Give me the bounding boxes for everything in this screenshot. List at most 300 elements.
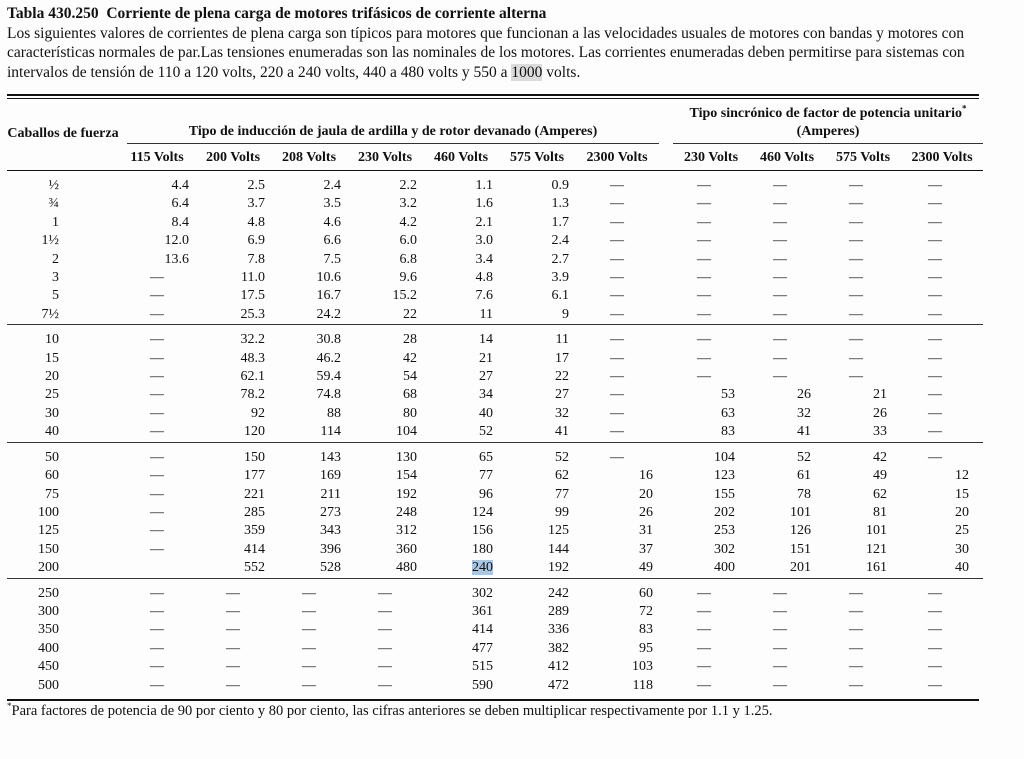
current-cell: 302: [472, 585, 493, 601]
current-cell: —: [773, 332, 787, 348]
sync-col-header: 460 Volts: [749, 146, 825, 171]
current-cell: —: [150, 405, 164, 421]
current-cell: —: [849, 233, 863, 249]
current-cell: —: [773, 270, 787, 286]
current-cell: —: [150, 585, 164, 601]
hp-cell: 1: [52, 214, 59, 230]
hp-cell: 40: [7, 423, 119, 442]
current-cell: 336: [548, 622, 569, 638]
current-cell: 3.0: [475, 233, 493, 249]
current-cell: 289: [548, 603, 569, 619]
table-row: [7, 677, 983, 695]
current-cell: 31: [639, 523, 653, 539]
current-cell: —: [849, 251, 863, 267]
induction-col-header: 460 Volts: [423, 146, 499, 171]
current-cell: 192: [396, 486, 417, 502]
current-cell: 20: [639, 486, 653, 502]
current-cell: —: [226, 659, 240, 675]
table-row: [7, 640, 983, 658]
current-cell: 414: [472, 622, 493, 638]
highlighted-selection[interactable]: 1000: [511, 63, 543, 81]
intro-paragraph: [7, 24, 979, 83]
current-cell: 74.8: [316, 387, 341, 403]
current-cell: 83: [639, 622, 653, 638]
table-row: [7, 467, 983, 485]
current-cell: 42: [873, 449, 887, 465]
current-cell: —: [150, 603, 164, 619]
current-cell: —: [150, 449, 164, 465]
current-cell: —: [610, 196, 624, 212]
current-cell: 21: [873, 387, 887, 403]
current-cell: 180: [472, 541, 493, 557]
current-cell: [119, 559, 195, 578]
table-row: [7, 177, 983, 195]
current-cell: 26: [873, 405, 887, 421]
current-cell: —: [119, 423, 195, 442]
current-cell: 95: [639, 640, 653, 656]
current-cell: —: [610, 405, 624, 421]
current-cell: 41: [499, 423, 575, 442]
table-row: [7, 195, 983, 213]
current-cell: —: [575, 423, 659, 442]
current-cell: —: [697, 603, 711, 619]
current-cell: —: [302, 622, 316, 638]
current-cell: —: [697, 270, 711, 286]
current-cell: 253: [714, 523, 735, 539]
current-cell: —: [928, 405, 943, 421]
hp-cell: 30: [45, 405, 59, 421]
current-cell: —: [150, 332, 164, 348]
current-cell: 12.0: [164, 233, 189, 249]
current-cell: 46.2: [316, 350, 341, 366]
current-cell: —: [226, 640, 240, 656]
current-cell: —: [928, 214, 943, 230]
current-cell: —: [928, 233, 943, 249]
current-cell: 72: [639, 603, 653, 619]
current-cell: 61: [797, 468, 811, 484]
current-cell: 273: [320, 504, 341, 520]
current-cell: 125: [548, 523, 569, 539]
current-cell: —: [575, 306, 659, 325]
current-cell: —: [150, 659, 164, 675]
current-cell: 34: [479, 387, 493, 403]
current-cell: —: [378, 585, 392, 601]
current-cell: 30.8: [316, 332, 341, 348]
table-row: [7, 287, 983, 305]
current-cell: 2.4: [323, 178, 341, 193]
hp-cell: 125: [38, 523, 59, 539]
current-cell: —: [773, 640, 787, 656]
current-cell: 62: [873, 486, 887, 502]
current-cell: 124: [472, 504, 493, 520]
current-cell: 3.4: [475, 251, 493, 267]
current-cell: 1.6: [475, 196, 493, 212]
current-cell: —: [378, 677, 392, 693]
hp-cell: 1½: [41, 233, 59, 249]
current-cell: 77: [479, 468, 493, 484]
current-cell: 11: [555, 332, 569, 348]
table-row: [7, 522, 983, 540]
current-cell: 242: [548, 585, 569, 601]
current-cell: —: [773, 214, 787, 230]
table-row: [7, 350, 983, 368]
current-cell: 14: [479, 332, 493, 348]
current-cell: 515: [472, 659, 493, 675]
current-cell: —: [928, 585, 943, 601]
current-cell: —: [610, 387, 624, 403]
current-cell: 2.7: [551, 251, 569, 267]
current-cell: 6.8: [399, 251, 417, 267]
current-cell: 96: [479, 486, 493, 502]
current-cell: —: [697, 677, 711, 693]
highlighted-cell[interactable]: 240: [472, 560, 493, 576]
current-cell: 41: [749, 423, 825, 442]
induction-group-label: Tipo de inducción de jaula de ardilla y de rotor devanado (Amperes): [127, 109, 659, 144]
current-cell: 17: [555, 350, 569, 366]
current-cell: —: [849, 332, 863, 348]
current-cell: 88: [327, 405, 341, 421]
current-cell: —: [119, 306, 195, 325]
top-rule-thick: [7, 94, 979, 96]
hp-cell: 400: [38, 640, 59, 656]
current-cell: 6.6: [323, 233, 341, 249]
current-cell: —: [150, 622, 164, 638]
hp-cell: 7½: [7, 306, 119, 325]
hp-cell: 15: [45, 350, 59, 366]
current-cell: —: [378, 622, 392, 638]
current-cell: 4.8: [475, 270, 493, 286]
current-cell: 101: [866, 523, 887, 539]
current-cell: —: [849, 640, 863, 656]
sync-col-header: 575 Volts: [825, 146, 901, 171]
current-cell: 68: [403, 387, 417, 403]
current-cell: 32.2: [240, 332, 265, 348]
current-cell: 248: [396, 504, 417, 520]
table-row: [7, 541, 983, 559]
current-cell: —: [773, 196, 787, 212]
footnote-mark-symbol: *: [7, 701, 12, 712]
current-cell: —: [849, 350, 863, 366]
current-cell: 22: [347, 306, 423, 325]
current-cell: 80: [403, 405, 417, 421]
current-cell: 528: [271, 559, 347, 578]
current-cell: —: [928, 251, 943, 267]
current-cell: 150: [244, 449, 265, 465]
current-cell: —: [226, 585, 240, 601]
current-cell: 155: [714, 486, 735, 502]
table-row: [7, 405, 983, 423]
current-cell: —: [610, 270, 624, 286]
current-cell: —: [825, 306, 901, 325]
current-cell: 121: [866, 541, 887, 557]
current-cell: —: [610, 214, 624, 230]
table-row: [7, 232, 983, 250]
current-cell: 6.1: [551, 288, 569, 304]
induction-col-header: 230 Volts: [347, 146, 423, 171]
current-cell: —: [150, 468, 164, 484]
current-cell: 104: [347, 423, 423, 442]
current-cell: —: [773, 603, 787, 619]
current-cell: —: [749, 306, 825, 325]
current-cell: —: [302, 677, 316, 693]
current-cell: 3.5: [323, 196, 341, 212]
hp-cell: 25: [45, 387, 59, 403]
current-cell: 33: [825, 423, 901, 442]
current-cell: 60: [639, 585, 653, 601]
current-cell: 400: [673, 559, 749, 578]
current-cell: —: [673, 306, 749, 325]
current-cell: —: [697, 332, 711, 348]
current-cell: —: [697, 622, 711, 638]
current-cell: 11.0: [241, 270, 265, 286]
current-cell: —: [150, 369, 164, 385]
current-cell: —: [773, 677, 787, 693]
hp-header: Caballos de fuerza: [7, 126, 119, 141]
induction-group-header: [119, 99, 659, 146]
current-cell: 21: [479, 350, 493, 366]
table-row: [7, 486, 983, 504]
current-cell: —: [928, 677, 943, 693]
current-cell: —: [773, 288, 787, 304]
table-row: [7, 251, 983, 269]
current-cell: 92: [251, 405, 265, 421]
current-cell: 3.9: [551, 270, 569, 286]
current-cell: 30: [955, 541, 970, 557]
current-cell: 192: [499, 559, 575, 578]
footnote-mark: *: [962, 103, 967, 114]
current-cell: —: [697, 251, 711, 267]
current-cell: —: [697, 640, 711, 656]
current-cell: 6.9: [247, 233, 265, 249]
current-cell: 54: [403, 369, 417, 385]
current-cell: 65: [479, 449, 493, 465]
current-cell: 62: [555, 468, 569, 484]
current-cell: 302: [714, 541, 735, 557]
current-cell: 552: [195, 559, 271, 578]
current-cell: 285: [244, 504, 265, 520]
current-cell: 151: [790, 541, 811, 557]
current-cell: —: [150, 486, 164, 502]
current-cell: —: [773, 659, 787, 675]
current-cell: 52: [555, 449, 569, 465]
current-cell: —: [849, 677, 863, 693]
current-cell: —: [302, 640, 316, 656]
current-cell: 3.7: [247, 196, 265, 212]
hp-cell: 100: [38, 504, 59, 520]
intro-text: Los siguientes valores de corrientes de plena carga son típicos para motores que funcionan a las velocidades usuales de motores con bandas y motores con características normales de par.Las tensiones enumeradas son las nominales de los motores. Las corrientes enumeradas deben permitirse para sistemas con intervalos de tensión de 110 a 120 volts, 220 a 240 volts, 440 a 480 volts y 550 a: [7, 24, 965, 81]
current-cell: 2.5: [247, 178, 265, 193]
current-cell: 6.0: [399, 233, 417, 249]
current-cell: 477: [472, 640, 493, 656]
current-cell: —: [150, 387, 164, 403]
current-cell: —: [697, 659, 711, 675]
current-cell: —: [773, 369, 787, 385]
current-cell: —: [610, 233, 624, 249]
table-number: Tabla 430.250: [7, 5, 99, 22]
current-cell: 16.7: [316, 288, 341, 304]
current-cell: 7.5: [323, 251, 341, 267]
current-cell: —: [697, 214, 711, 230]
current-cell: —: [773, 622, 787, 638]
induction-col-header: 575 Volts: [499, 146, 575, 171]
current-cell: —: [773, 178, 787, 193]
current-cell: —: [928, 622, 943, 638]
current-cell: 12: [955, 468, 970, 484]
current-cell: —: [150, 541, 164, 557]
table-row: [7, 423, 983, 442]
current-cell: 201: [749, 559, 825, 578]
current-cell: —: [378, 659, 392, 675]
current-cell: 343: [320, 523, 341, 539]
current-cell: 27: [479, 369, 493, 385]
hp-cell: 60: [45, 468, 59, 484]
current-cell: 6.4: [171, 196, 189, 212]
current-cell: 37: [639, 541, 653, 557]
current-cell: 101: [790, 504, 811, 520]
hp-cell: 450: [38, 659, 59, 675]
current-cell: —: [150, 677, 164, 693]
current-cell: —: [150, 523, 164, 539]
current-cell: 62.1: [240, 369, 265, 385]
current-cell: [423, 559, 499, 578]
hp-cell: 250: [38, 585, 59, 601]
current-cell: 103: [632, 659, 653, 675]
current-cell: —: [928, 387, 943, 403]
current-cell: 359: [244, 523, 265, 539]
current-cell: 16: [639, 468, 653, 484]
current-cell: —: [901, 423, 983, 442]
current-cell: —: [849, 585, 863, 601]
current-cell: 3.2: [399, 196, 417, 212]
table-row: [7, 449, 983, 467]
current-cell: —: [226, 603, 240, 619]
current-cell: —: [928, 640, 943, 656]
current-cell: 49: [873, 468, 887, 484]
current-cell: 0.9: [551, 178, 569, 193]
hp-cell: 50: [45, 449, 59, 465]
current-cell: 221: [244, 486, 265, 502]
current-cell: 42: [403, 350, 417, 366]
current-cell: 480: [347, 559, 423, 578]
current-cell: —: [928, 369, 943, 385]
table-row: [7, 621, 983, 639]
current-cell: —: [928, 196, 943, 212]
hp-cell: 200: [7, 559, 119, 578]
current-cell: 17.5: [240, 288, 265, 304]
current-cell: —: [773, 350, 787, 366]
current-cell: 78: [797, 486, 811, 502]
current-cell: 99: [555, 504, 569, 520]
current-cell: 2.2: [399, 178, 417, 193]
table-row: [7, 559, 983, 578]
current-cell: —: [378, 640, 392, 656]
current-cell: 396: [320, 541, 341, 557]
current-cell: 130: [396, 449, 417, 465]
current-cell: —: [697, 369, 711, 385]
current-cell: 144: [548, 541, 569, 557]
current-cell: 9: [499, 306, 575, 325]
current-cell: —: [901, 306, 983, 325]
current-cell: 26: [797, 387, 811, 403]
current-cell: 382: [548, 640, 569, 656]
current-cell: 13.6: [164, 251, 189, 267]
current-cell: —: [610, 369, 624, 385]
current-cell: 360: [396, 541, 417, 557]
current-cell: —: [928, 178, 943, 193]
current-cell: —: [928, 350, 943, 366]
hp-cell: ½: [48, 178, 59, 193]
current-cell: 1.3: [551, 196, 569, 212]
hp-cell: 75: [45, 486, 59, 502]
current-cell: —: [928, 659, 943, 675]
current-cell: —: [849, 603, 863, 619]
current-cell: 8.4: [171, 214, 189, 230]
current-cell: 4.4: [171, 178, 189, 193]
current-cell: 2.1: [475, 214, 493, 230]
current-cell: 4.6: [323, 214, 341, 230]
current-cell: —: [928, 270, 943, 286]
current-cell: —: [226, 622, 240, 638]
table-row: [7, 658, 983, 676]
current-cell: 211: [320, 486, 341, 502]
current-cell: 26: [639, 504, 653, 520]
current-cell: 10.6: [316, 270, 341, 286]
current-cell: 169: [320, 468, 341, 484]
current-cell: 15.2: [392, 288, 417, 304]
table-row: [7, 386, 983, 404]
current-cell: —: [302, 585, 316, 601]
current-cell: —: [610, 251, 624, 267]
current-cell: 126: [790, 523, 811, 539]
current-cell: —: [226, 677, 240, 693]
current-cell: 11: [423, 306, 499, 325]
current-cell: —: [849, 178, 863, 193]
current-cell: —: [150, 270, 164, 286]
current-cell: —: [697, 288, 711, 304]
current-cell: 28: [403, 332, 417, 348]
current-cell: —: [610, 332, 624, 348]
table-row: [7, 214, 983, 232]
sync-group-label: Tipo sincrónico de factor de potencia unitario: [689, 106, 962, 121]
hp-cell: 300: [38, 603, 59, 619]
current-cell: —: [378, 603, 392, 619]
intro-text-end: volts.: [542, 63, 581, 81]
hp-cell: 5: [52, 288, 59, 304]
current-cell: 32: [555, 405, 569, 421]
current-cell: —: [773, 233, 787, 249]
current-cell: 48.3: [240, 350, 265, 366]
current-cell: 177: [244, 468, 265, 484]
current-cell: 1.1: [475, 178, 493, 193]
current-cell: 1.7: [551, 214, 569, 230]
table-row: [7, 368, 983, 386]
current-cell: 120: [195, 423, 271, 442]
current-cell: 52: [423, 423, 499, 442]
current-cell: 9.6: [399, 270, 417, 286]
hp-cell: 10: [45, 332, 59, 348]
current-cell: 312: [396, 523, 417, 539]
current-cell: —: [773, 585, 787, 601]
sync-col-header: 230 Volts: [673, 146, 749, 171]
current-cell: 27: [555, 387, 569, 403]
table-row: [7, 331, 983, 349]
sync-group-units: (Amperes): [796, 124, 860, 139]
current-cell: —: [302, 659, 316, 675]
current-cell: 123: [714, 468, 735, 484]
current-cell: 4.8: [247, 214, 265, 230]
current-table: [7, 99, 983, 698]
current-cell: 63: [721, 405, 735, 421]
